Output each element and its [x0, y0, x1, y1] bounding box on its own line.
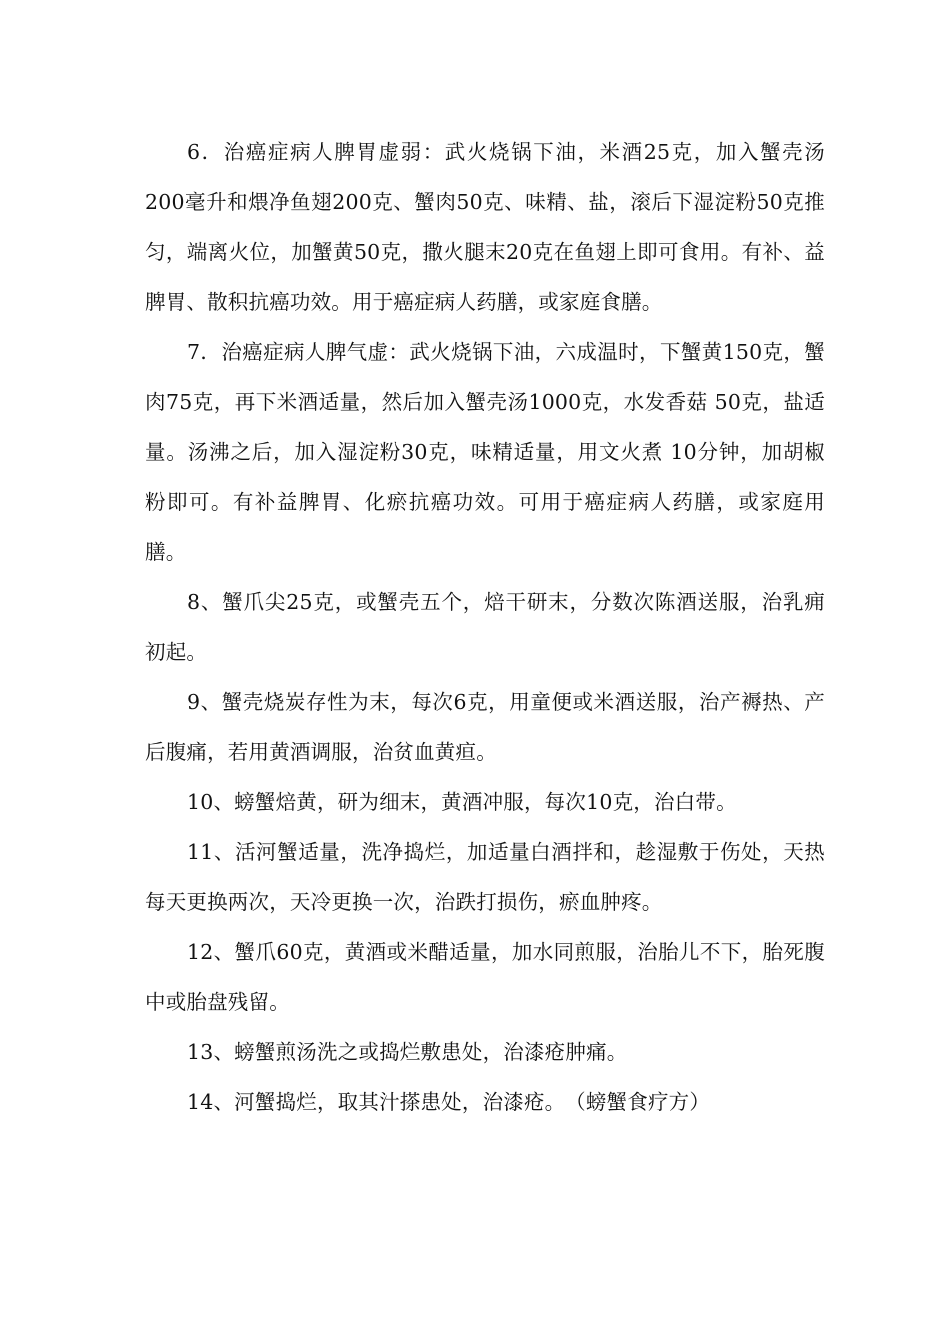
paragraph-item-10: 10、螃蟹焙黄，研为细末，黄酒冲服，每次10克，治白带。: [187, 790, 737, 814]
paragraph-item-11: 11、活河蟹适量，洗净捣烂，加适量白酒拌和，趁湿敷于伤处，天热每天更换两次，天冷更换一次，治跌打损伤，瘀血肿疼。: [145, 840, 825, 914]
paragraph-item-6: 6．治癌症病人脾胃虚弱：武火烧锅下油，米酒25克，加入蟹壳汤200毫升和煨净鱼翅200克、蟹肉50克、味精、盐，滚后下湿淀粉50克推匀，端离火位，加蟹黄50克，撒火腿末20克在鱼翅上即可食用。有补、益脾胃、散积抗癌功效。用于癌症病人药膳，或家庭食膳。: [145, 140, 825, 314]
paragraph-item-14-text: 14、河蟹捣烂，取其汁搽患处，治漆疮。: [187, 1090, 566, 1114]
source-note: （螃蟹食疗方）: [575, 1090, 711, 1114]
paragraph-item-12: 12、蟹爪60克，黄酒或米醋适量，加水同煎服，治胎儿不下，胎死腹中或胎盘残留。: [145, 940, 825, 1014]
paragraph-item-7: 7．治癌症病人脾气虚：武火烧锅下油，六成温时，下蟹黄150克，蟹肉75克，再下米酒适量，然后加入蟹壳汤1000克，水发香菇 50克，盐适量。汤沸之后，加入湿淀粉30克，味精适量，用文火煮 10分钟，加胡椒粉即可。有补益脾胃、化瘀抗癌功效。可用于癌症病人药膳，或家庭用膳。: [145, 340, 825, 564]
paragraph-item-9: 9、蟹壳烧炭存性为末，每次6克，用童便或米酒送服，治产褥热、产后腹痛，若用黄酒调服，治贫血黄疸。: [145, 690, 825, 764]
paragraph-item-13: 13、螃蟹煎汤洗之或捣烂敷患处，治漆疮肿痛。: [187, 1040, 628, 1064]
paragraph-item-8: 8、蟹爪尖25克，或蟹壳五个，焙干研末，分数次陈酒送服，治乳痈初起。: [145, 590, 825, 664]
document-body: [145, 127, 825, 1127]
paragraph-item-14: [145, 1077, 825, 1127]
